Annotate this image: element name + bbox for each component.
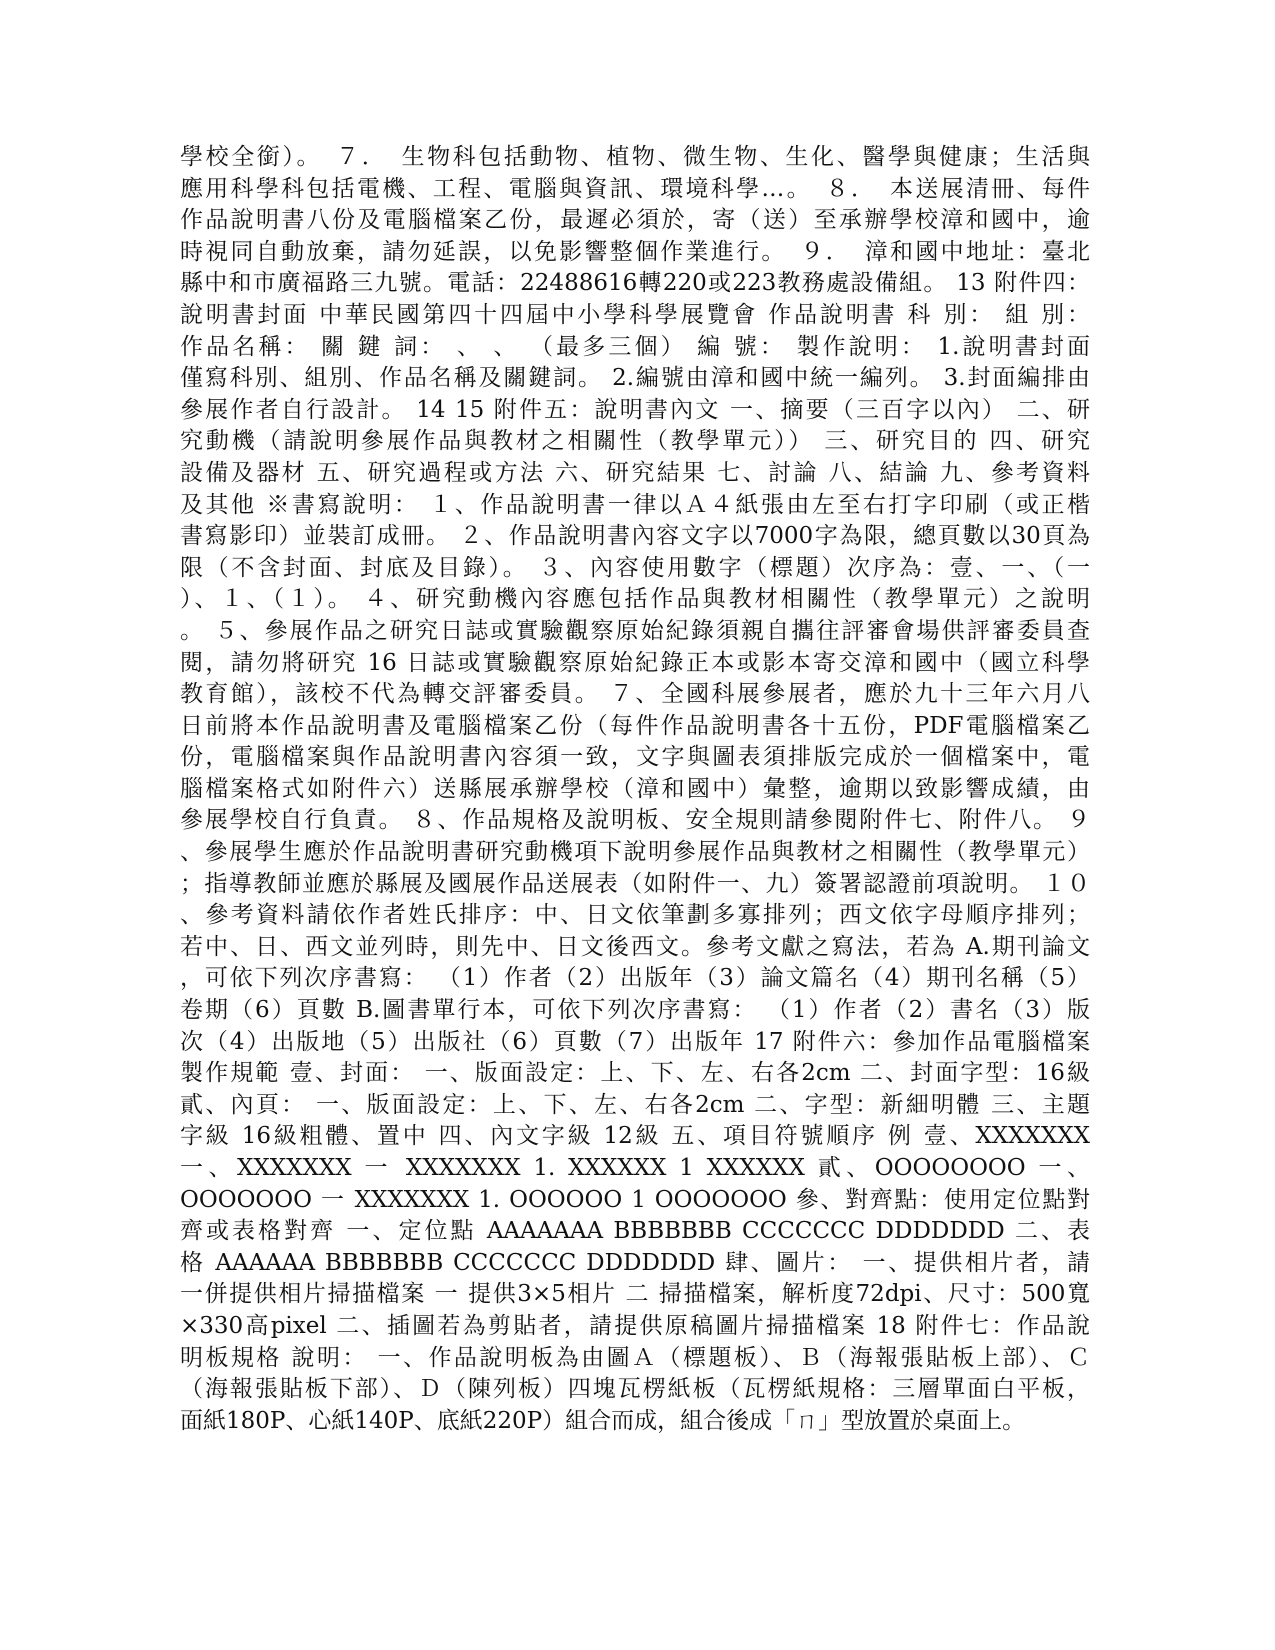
text-line: 、參考資料請依作者姓氏排序：中、日文依筆劃多寡排列；西文依字母順序排列； [180,902,1090,929]
text-line: 作品說明書八份及電腦檔案乙份，最遲必須於，寄（送）至承辦學校漳和國中，逾 [180,207,1090,234]
text-line: ，可依下列次序書寫： （1）作者（2）出版年（3）論文篇名（4）期刊名稱（5） [180,965,1090,992]
text-line: 及其他 ※書寫說明： １、作品說明書一律以Ａ４紙張由左至右打字印刷（或正楷 [180,491,1090,518]
text-line: 齊或表格對齊 一、定位點 AAAAAAA BBBBBBB CCCCCCC DDDDDDD 二、表 [180,1218,1090,1245]
text-line: 說明書封面 中華民國第四十四屆中小學科學展覽會 作品說明書 科 別： 組 別： [180,301,1090,328]
text-line: 設備及器材 五、研究過程或方法 六、研究結果 七、討論 八、結論 九、參考資料 [180,459,1090,486]
text-line: 製作規範 壹、封面： 一、版面設定：上、下、左、右各2cm 二、封面字型：16級 [180,1060,1090,1087]
text-line: ×330高pixel 二、插圖若為剪貼者，請提供原稿圖片掃描檔案 18 附件七：作品說 [180,1312,1090,1339]
text-line: 教育館），該校不代為轉交評審委員。 ７、全國科展參展者，應於九十三年六月八 [180,681,1090,708]
text-line: 僅寫科別、組別、作品名稱及關鍵詞。 2.編號由漳和國中統一編列。 3.封面編排由 [180,365,1090,392]
text-line: 明板規格 說明： 一、作品說明板為由圖Ａ（標題板）、Ｂ（海報張貼板上部）、Ｃ [180,1344,1090,1371]
text-line: 參展作者自行設計。 14 15 附件五：說明書內文 一、摘要（三百字以內） 二、研 [180,396,1090,423]
text-line: 一併提供相片掃描檔案 一 提供3×5相片 二 掃描檔案，解析度72dpi、尺寸：500寬 [180,1281,1090,1308]
text-line: 若中、日、西文並列時，則先中、日文後西文。參考文獻之寫法，若為 A.期刊論文 [180,933,1090,960]
text-line: 書寫影印）並裝訂成冊。 ２、作品說明書內容文字以7000字為限，總頁數以30頁為 [180,523,1090,550]
text-line: 究動機（請說明參展作品與教材之相關性（教學單元）） 三、研究目的 四、研究 [180,428,1090,455]
text-line: 一、XXXXXXX 一 XXXXXXX 1. XXXXXX 1 XXXXXX 貳、OOOOOOOO 一、 [180,1155,1090,1181]
text-line: 、參展學生應於作品說明書研究動機項下說明參展作品與教材之相關性（教學單元） [180,839,1090,866]
text-line: 學校全銜）。 ７． 生物科包括動物、植物、微生物、生化、醫學與健康；生活與 [180,144,1090,170]
text-line: ；指導教師並應於縣展及國展作品送展表（如附件一、九）簽署認證前項說明。 １０ [180,870,1090,897]
text-line: 縣中和市廣福路三九號。電話：22488616轉220或223教務處設備組。 13 附件四： [180,270,1090,297]
text-line: 。 ５、參展作品之研究日誌或實驗觀察原始紀錄須親自攜往評審會場供評審委員查 [180,617,1090,644]
text-line: 貳、內頁： 一、版面設定：上、下、左、右各2cm 二、字型：新細明體 三、主題 [180,1091,1090,1118]
text-line: OOOOOOO 一 XXXXXXX 1. OOOOOO 1 OOOOOOO 參、對齊點：使用定位點對 [180,1186,1090,1213]
text-line: 格 AAAAAA BBBBBBB CCCCCCC DDDDDDD 肆、圖片： 一、提供相片者，請 [180,1249,1090,1276]
text-line: 參展學校自行負責。 ８、作品規格及說明板、安全規則請參閱附件七、附件八。 ９ [180,807,1090,834]
text-line: ）、１、（１）。 ４、研究動機內容應包括作品與教材相關性（教學單元）之說明 [180,586,1090,613]
text-line: 腦檔案格式如附件六）送縣展承辦學校（漳和國中）彙整，逾期以致影響成績，由 [180,775,1090,802]
text-line: 限（不含封面、封底及目錄）。 ３、內容使用數字（標題）次序為：壹、一、（一 [180,554,1090,581]
text-line: 日前將本作品說明書及電腦檔案乙份（每件作品說明書各十五份，PDF電腦檔案乙 [180,712,1090,739]
text-line: 字級 16級粗體、置中 四、內文字級 12級 五、項目符號順序 例 壹、XXXXXXX [180,1123,1090,1150]
text-line: 時視同自動放棄，請勿延誤，以免影響整個作業進行。 ９． 漳和國中地址：臺北 [180,238,1090,265]
text-line: 卷期（6）頁數 B.圖書單行本，可依下列次序書寫： （1）作者（2）書名（3）版 [180,997,1090,1024]
text-line: 面紙180P、心紙140P、底紙220P）組合而成，組合後成「ㄇ」型放置於桌面上。 [180,1407,1026,1434]
text-line: 閱，請勿將研究 16 日誌或實驗觀察原始紀錄正本或影本寄交漳和國中（國立科學 [180,649,1090,676]
text-line: 作品名稱： 關 鍵 詞： 、 、 （最多三個） 編 號： 製作說明： 1.說明書封面 [180,333,1090,360]
text-line: （海報張貼板下部）、Ｄ（陳列板）四塊瓦楞紙板（瓦楞紙規格：三層單面白平板， [180,1376,1090,1403]
text-line: 應用科學科包括電機、工程、電腦與資訊、環境科學…。 ８． 本送展清冊、每件 [180,175,1090,202]
body-text [180,142,1090,1437]
text-line: 份，電腦檔案與作品說明書內容須一致，文字與圖表須排版完成於一個檔案中，電 [180,744,1090,771]
text-line: 次（4）出版地（5）出版社（6）頁數（7）出版年 17 附件六：參加作品電腦檔案 [180,1028,1090,1055]
